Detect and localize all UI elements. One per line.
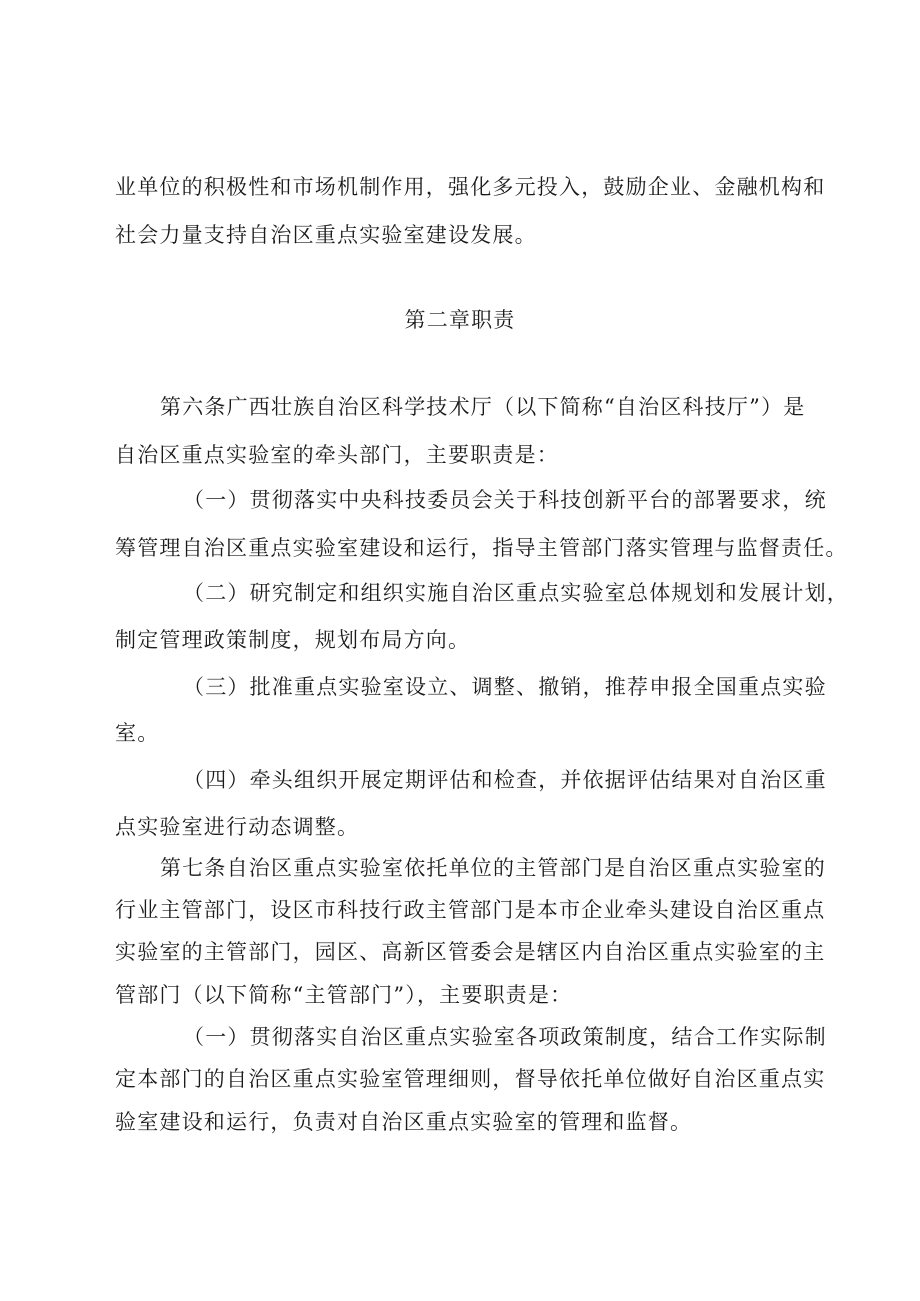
paragraph-line: 社会力量支持自治区重点实验室建设发展。: [115, 223, 537, 247]
item-line: 验室建设和运行，负责对自治区重点实验室的管理和监督。: [115, 1110, 693, 1134]
article-line: 行业主管部门，设区市科技行政主管部门是本市企业牵头建设自治区重点: [115, 898, 826, 922]
item-line: （二）研究制定和组织实施自治区重点实验室总体规划和发展计划，: [183, 581, 849, 605]
article-line: 自治区重点实验室的牵头部门，主要职责是：: [115, 443, 559, 467]
article-line: 管部门（以下简称“主管部门”），主要职责是：: [115, 983, 573, 1007]
item-line: （一）贯彻落实自治区重点实验室各项政策制度，结合工作实际制: [183, 1025, 827, 1049]
item-line: 定本部门的自治区重点实验室管理细则，督导依托单位做好自治区重点实: [115, 1067, 826, 1091]
item-line: （一）贯彻落实中央科技委员会关于科技创新平台的部署要求，统: [183, 488, 827, 512]
article-line: 第六条广西壮族自治区科学技术厅（以下简称“自治区科技厅”）是: [160, 395, 806, 419]
item-line: 制定管理政策制度，规划布局方向。: [115, 628, 471, 652]
chapter-heading: 第二章职责: [404, 308, 516, 332]
item-line: （四）牵头组织开展定期评估和检查，并依据评估结果对自治区重: [183, 768, 827, 792]
item-line: 室。: [115, 721, 160, 745]
item-line: （三）批准重点实验室设立、调整、撤销，推荐申报全国重点实验: [183, 675, 827, 699]
item-line: 点实验室进行动态调整。: [115, 815, 360, 839]
article-line: 实验室的主管部门，园区、高新区管委会是辖区内自治区重点实验室的主: [115, 940, 826, 964]
paragraph-line: 业单位的积极性和市场机制作用，强化多元投入，鼓励企业、金融机构和: [115, 175, 826, 199]
article-line: 第七条自治区重点实验室依托单位的主管部门是自治区重点实验室的: [160, 856, 826, 880]
item-line: 筹管理自治区重点实验室建设和运行，指导主管部门落实管理与监督责任。: [115, 536, 848, 560]
